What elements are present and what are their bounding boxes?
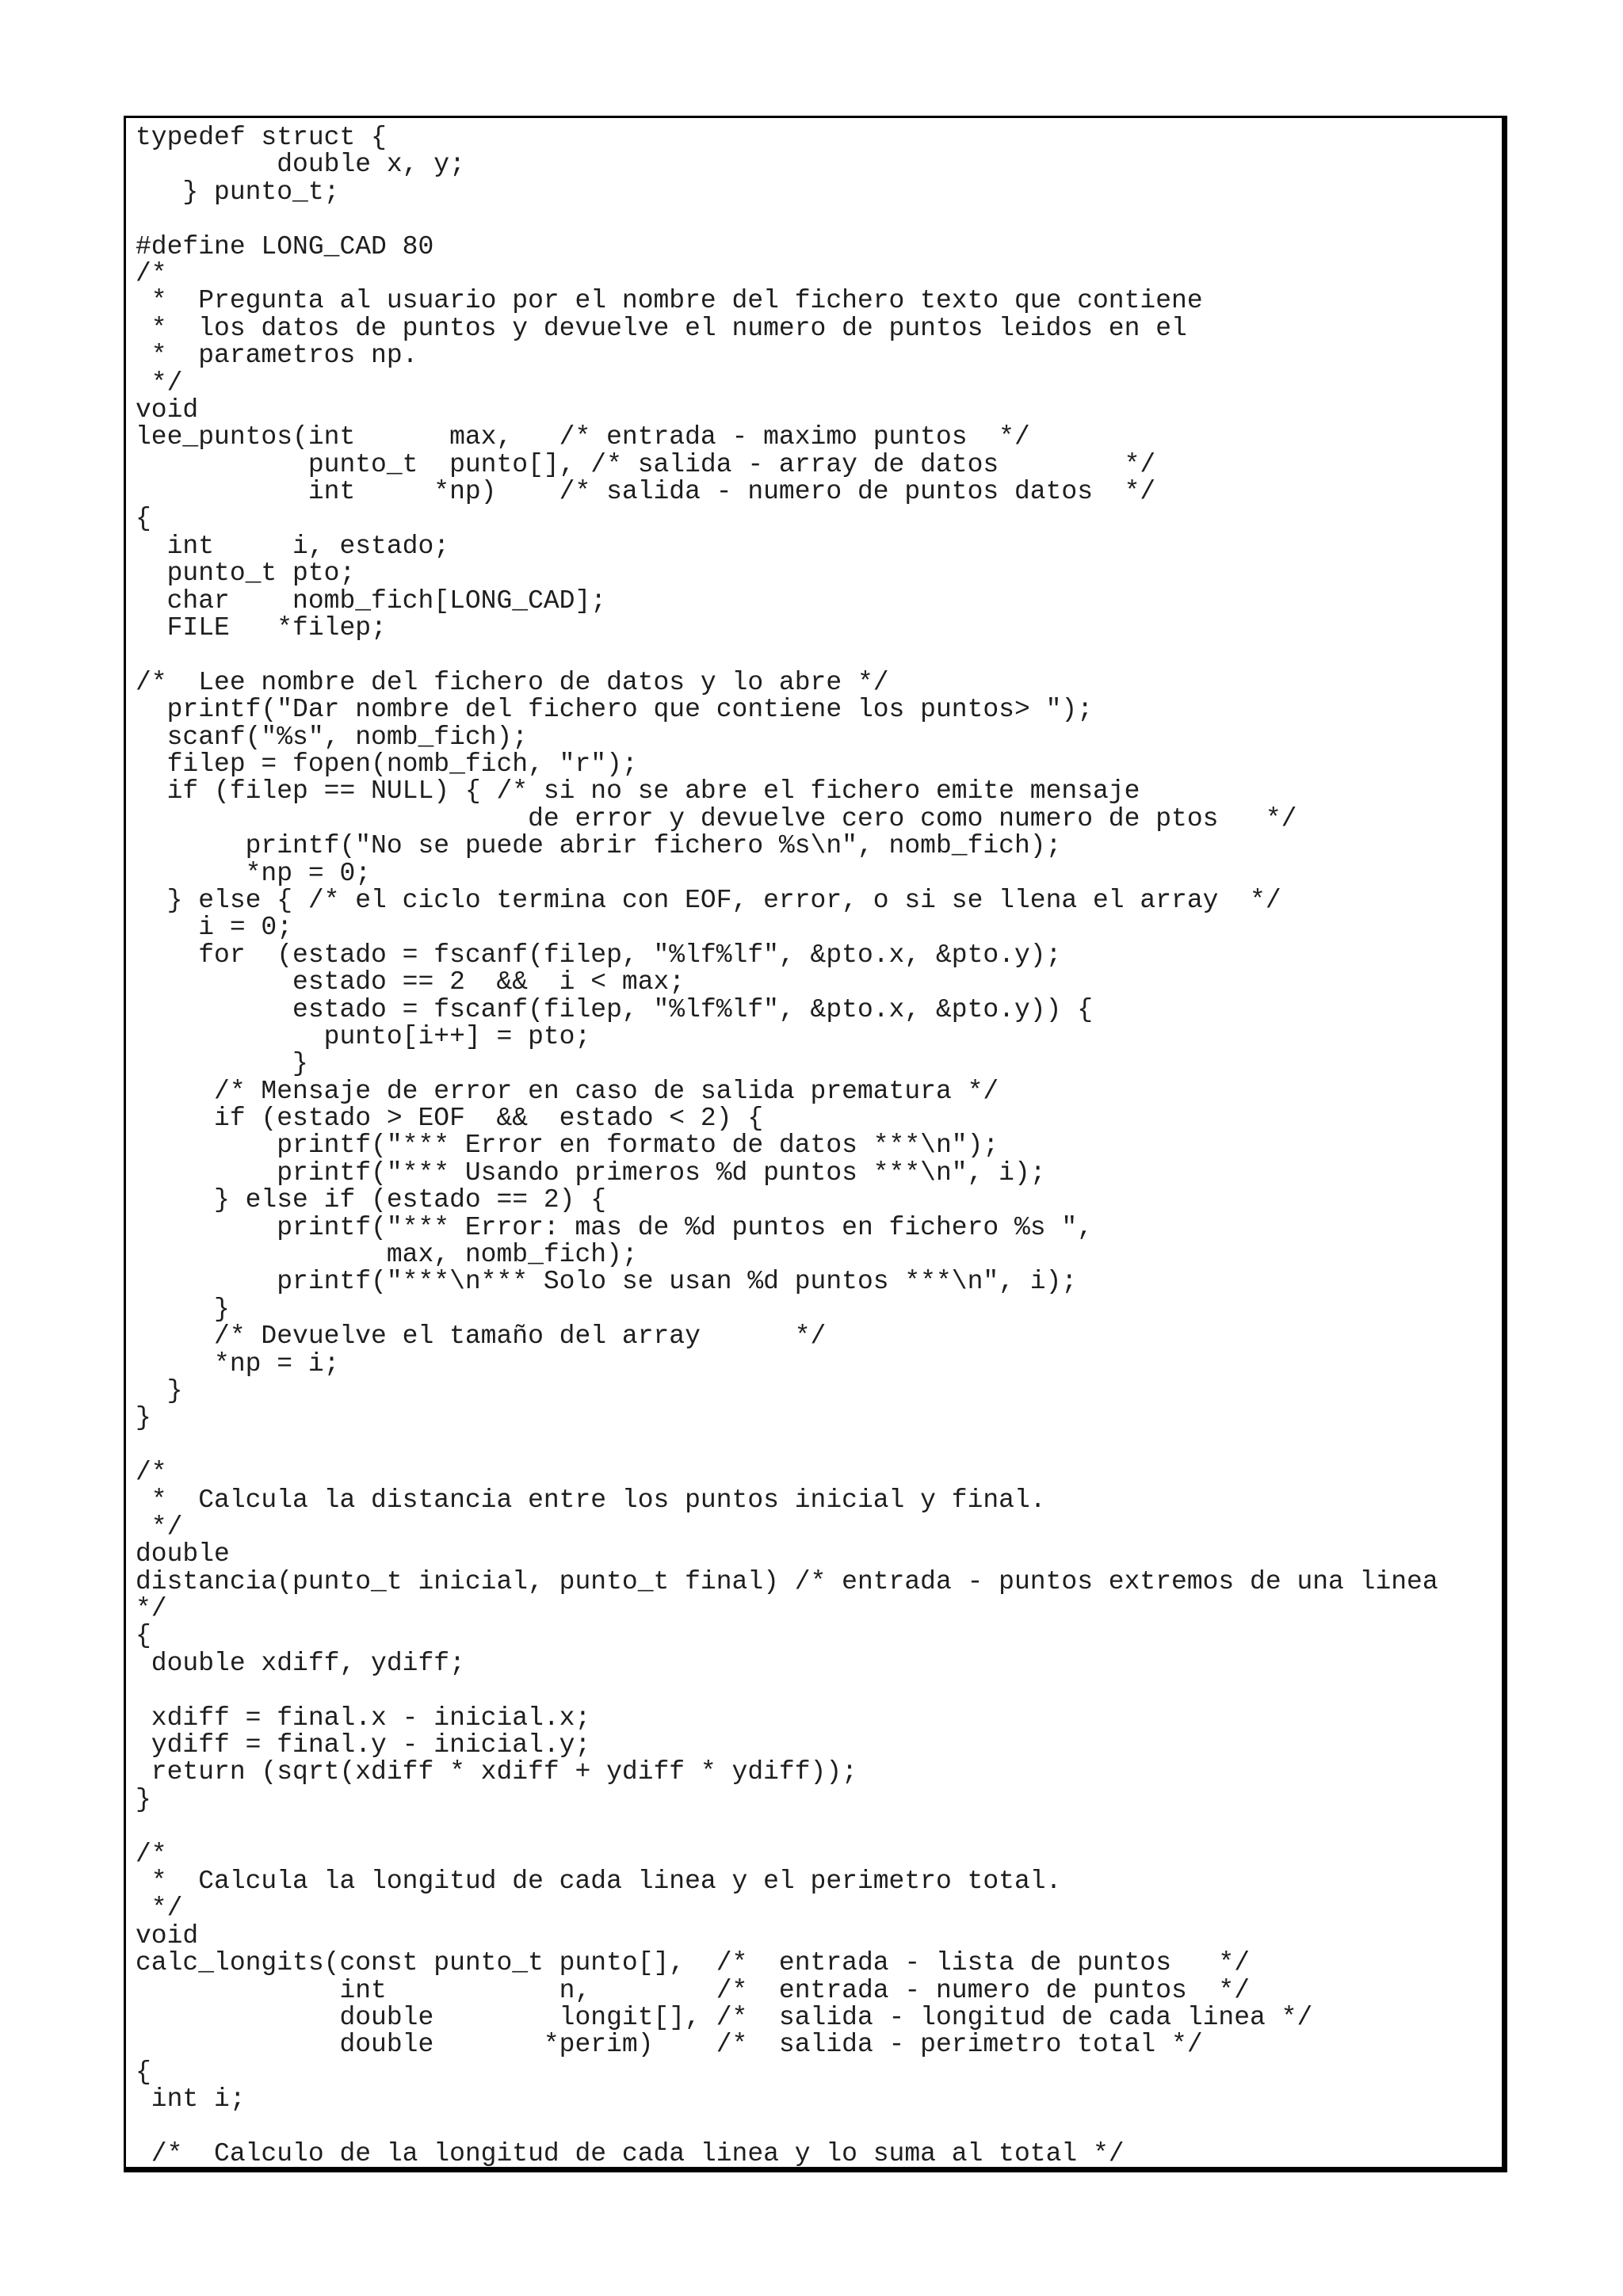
code-line: * los datos de puntos y devuelve el numero de puntos leidos en el	[136, 313, 1187, 343]
code-line: }	[136, 1403, 151, 1433]
code-line: lee_puntos(int max, /* entrada - maximo puntos */	[136, 422, 1030, 452]
code-line: calc_longits(const punto_t punto[], /* entrada - lista de puntos */	[136, 1948, 1251, 1978]
code-line: filep = fopen(nomb_fich, "r");	[136, 749, 638, 779]
code-line: /*	[136, 1839, 167, 1869]
code-line: double xdiff, ydiff;	[136, 1648, 465, 1678]
code-line: i = 0;	[136, 913, 293, 943]
code-line: double *perim) /* salida - perimetro total */	[136, 2030, 1203, 2060]
code-line	[136, 1677, 1502, 1704]
code-line: void	[136, 1920, 199, 1951]
code-line: if (estado > EOF && estado < 2) {	[136, 1104, 764, 1134]
code-line: double x, y;	[136, 150, 465, 180]
code-line: * Calcula la longitud de cada linea y el perimetro total.	[136, 1867, 1062, 1896]
code-line: char nomb_fich[LONG_CAD];	[136, 585, 607, 616]
code-line: }	[136, 1375, 183, 1405]
code-line: {	[136, 1621, 151, 1651]
code-line: /* Devuelve el tamaño del array */	[136, 1322, 827, 1352]
code-line: printf("*** Usando primeros %d puntos ***\n", i);	[136, 1158, 1046, 1188]
code-line: estado = fscanf(filep, "%lf%lf", &pto.x, &pto.y)) {	[136, 994, 1093, 1024]
code-line: punto_t punto[], /* salida - array de datos */	[136, 449, 1156, 479]
code-line: {	[136, 2057, 151, 2087]
code-line: }	[136, 1294, 230, 1324]
code-line: /* Lee nombre del fichero de datos y lo abre */	[136, 667, 889, 697]
code-line: printf("*** Error en formato de datos ***\n");	[136, 1131, 999, 1161]
code-line: int i, estado;	[136, 531, 450, 561]
code-line: {	[136, 504, 151, 534]
code-line: *np = i;	[136, 1348, 340, 1379]
code-listing	[126, 118, 1502, 2168]
code-line: /*	[136, 1458, 167, 1488]
code-line: */	[136, 1894, 183, 1924]
code-line: punto_t pto;	[136, 559, 356, 589]
code-line: * parametros np.	[136, 341, 418, 371]
code-line: int *np) /* salida - numero de puntos datos */	[136, 477, 1156, 507]
code-line: } else { /* el ciclo termina con EOF, error, o si se llena el array */	[136, 885, 1281, 915]
code-line: }	[136, 1784, 151, 1814]
code-line: printf("*** Error: mas de %d puntos en fichero %s ",	[136, 1212, 1093, 1242]
code-line: *np = 0;	[136, 858, 372, 888]
code-line: int n, /* entrada - numero de puntos */	[136, 1975, 1251, 2005]
code-line: /* Calculo de la longitud de cada linea y lo suma al total */	[136, 2138, 1125, 2168]
code-line: estado == 2 && i < max;	[136, 967, 685, 997]
code-line	[136, 642, 1502, 669]
code-line: xdiff = final.x - inicial.x;	[136, 1703, 591, 1733]
code-line: int i;	[136, 2084, 246, 2115]
code-line: scanf("%s", nomb_fich);	[136, 722, 529, 752]
code-line: printf("Dar nombre del fichero que contiene los puntos> ");	[136, 695, 1093, 725]
code-line: /*	[136, 258, 167, 288]
code-line: return (sqrt(xdiff * xdiff + ydiff * ydiff));	[136, 1757, 857, 1787]
code-line: } else if (estado == 2) {	[136, 1185, 607, 1215]
code-line: */	[136, 1594, 167, 1624]
code-line: } punto_t;	[136, 177, 340, 207]
code-line: * Pregunta al usuario por el nombre del fichero texto que contiene	[136, 286, 1203, 316]
code-line	[136, 1814, 1502, 1840]
code-line: distancia(punto_t inicial, punto_t final) /* entrada - puntos extremos de una linea	[136, 1566, 1438, 1596]
code-listing-box	[124, 116, 1507, 2172]
code-line: */	[136, 1512, 183, 1542]
code-line: /* Mensaje de error en caso de salida prematura */	[136, 1076, 999, 1106]
code-line	[136, 206, 1502, 233]
code-line: FILE *filep;	[136, 613, 387, 643]
code-line: if (filep == NULL) { /* si no se abre el fichero emite mensaje	[136, 776, 1140, 807]
code-line: for (estado = fscanf(filep, "%lf%lf", &pto.x, &pto.y);	[136, 940, 1062, 970]
code-line	[136, 2114, 1502, 2141]
code-line: #define LONG_CAD 80	[136, 231, 434, 261]
code-line: void	[136, 395, 199, 425]
code-line: printf("***\n*** Solo se usan %d puntos ***\n", i);	[136, 1267, 1078, 1297]
code-line: double	[136, 1539, 230, 1569]
code-line: typedef struct {	[136, 123, 387, 152]
code-line	[136, 1432, 1502, 1459]
code-line: */	[136, 368, 183, 398]
code-line: punto[i++] = pto;	[136, 1021, 591, 1051]
code-line: }	[136, 1049, 308, 1079]
code-line: de error y devuelve cero como numero de ptos */	[136, 803, 1297, 833]
code-line: double longit[], /* salida - longitud de cada linea */	[136, 2002, 1313, 2032]
code-line: printf("No se puede abrir fichero %s\n", nomb_fich);	[136, 831, 1062, 861]
code-line: ydiff = final.y - inicial.y;	[136, 1730, 591, 1760]
code-line: max, nomb_fich);	[136, 1240, 638, 1270]
code-line: * Calcula la distancia entre los puntos inicial y final.	[136, 1485, 1046, 1515]
